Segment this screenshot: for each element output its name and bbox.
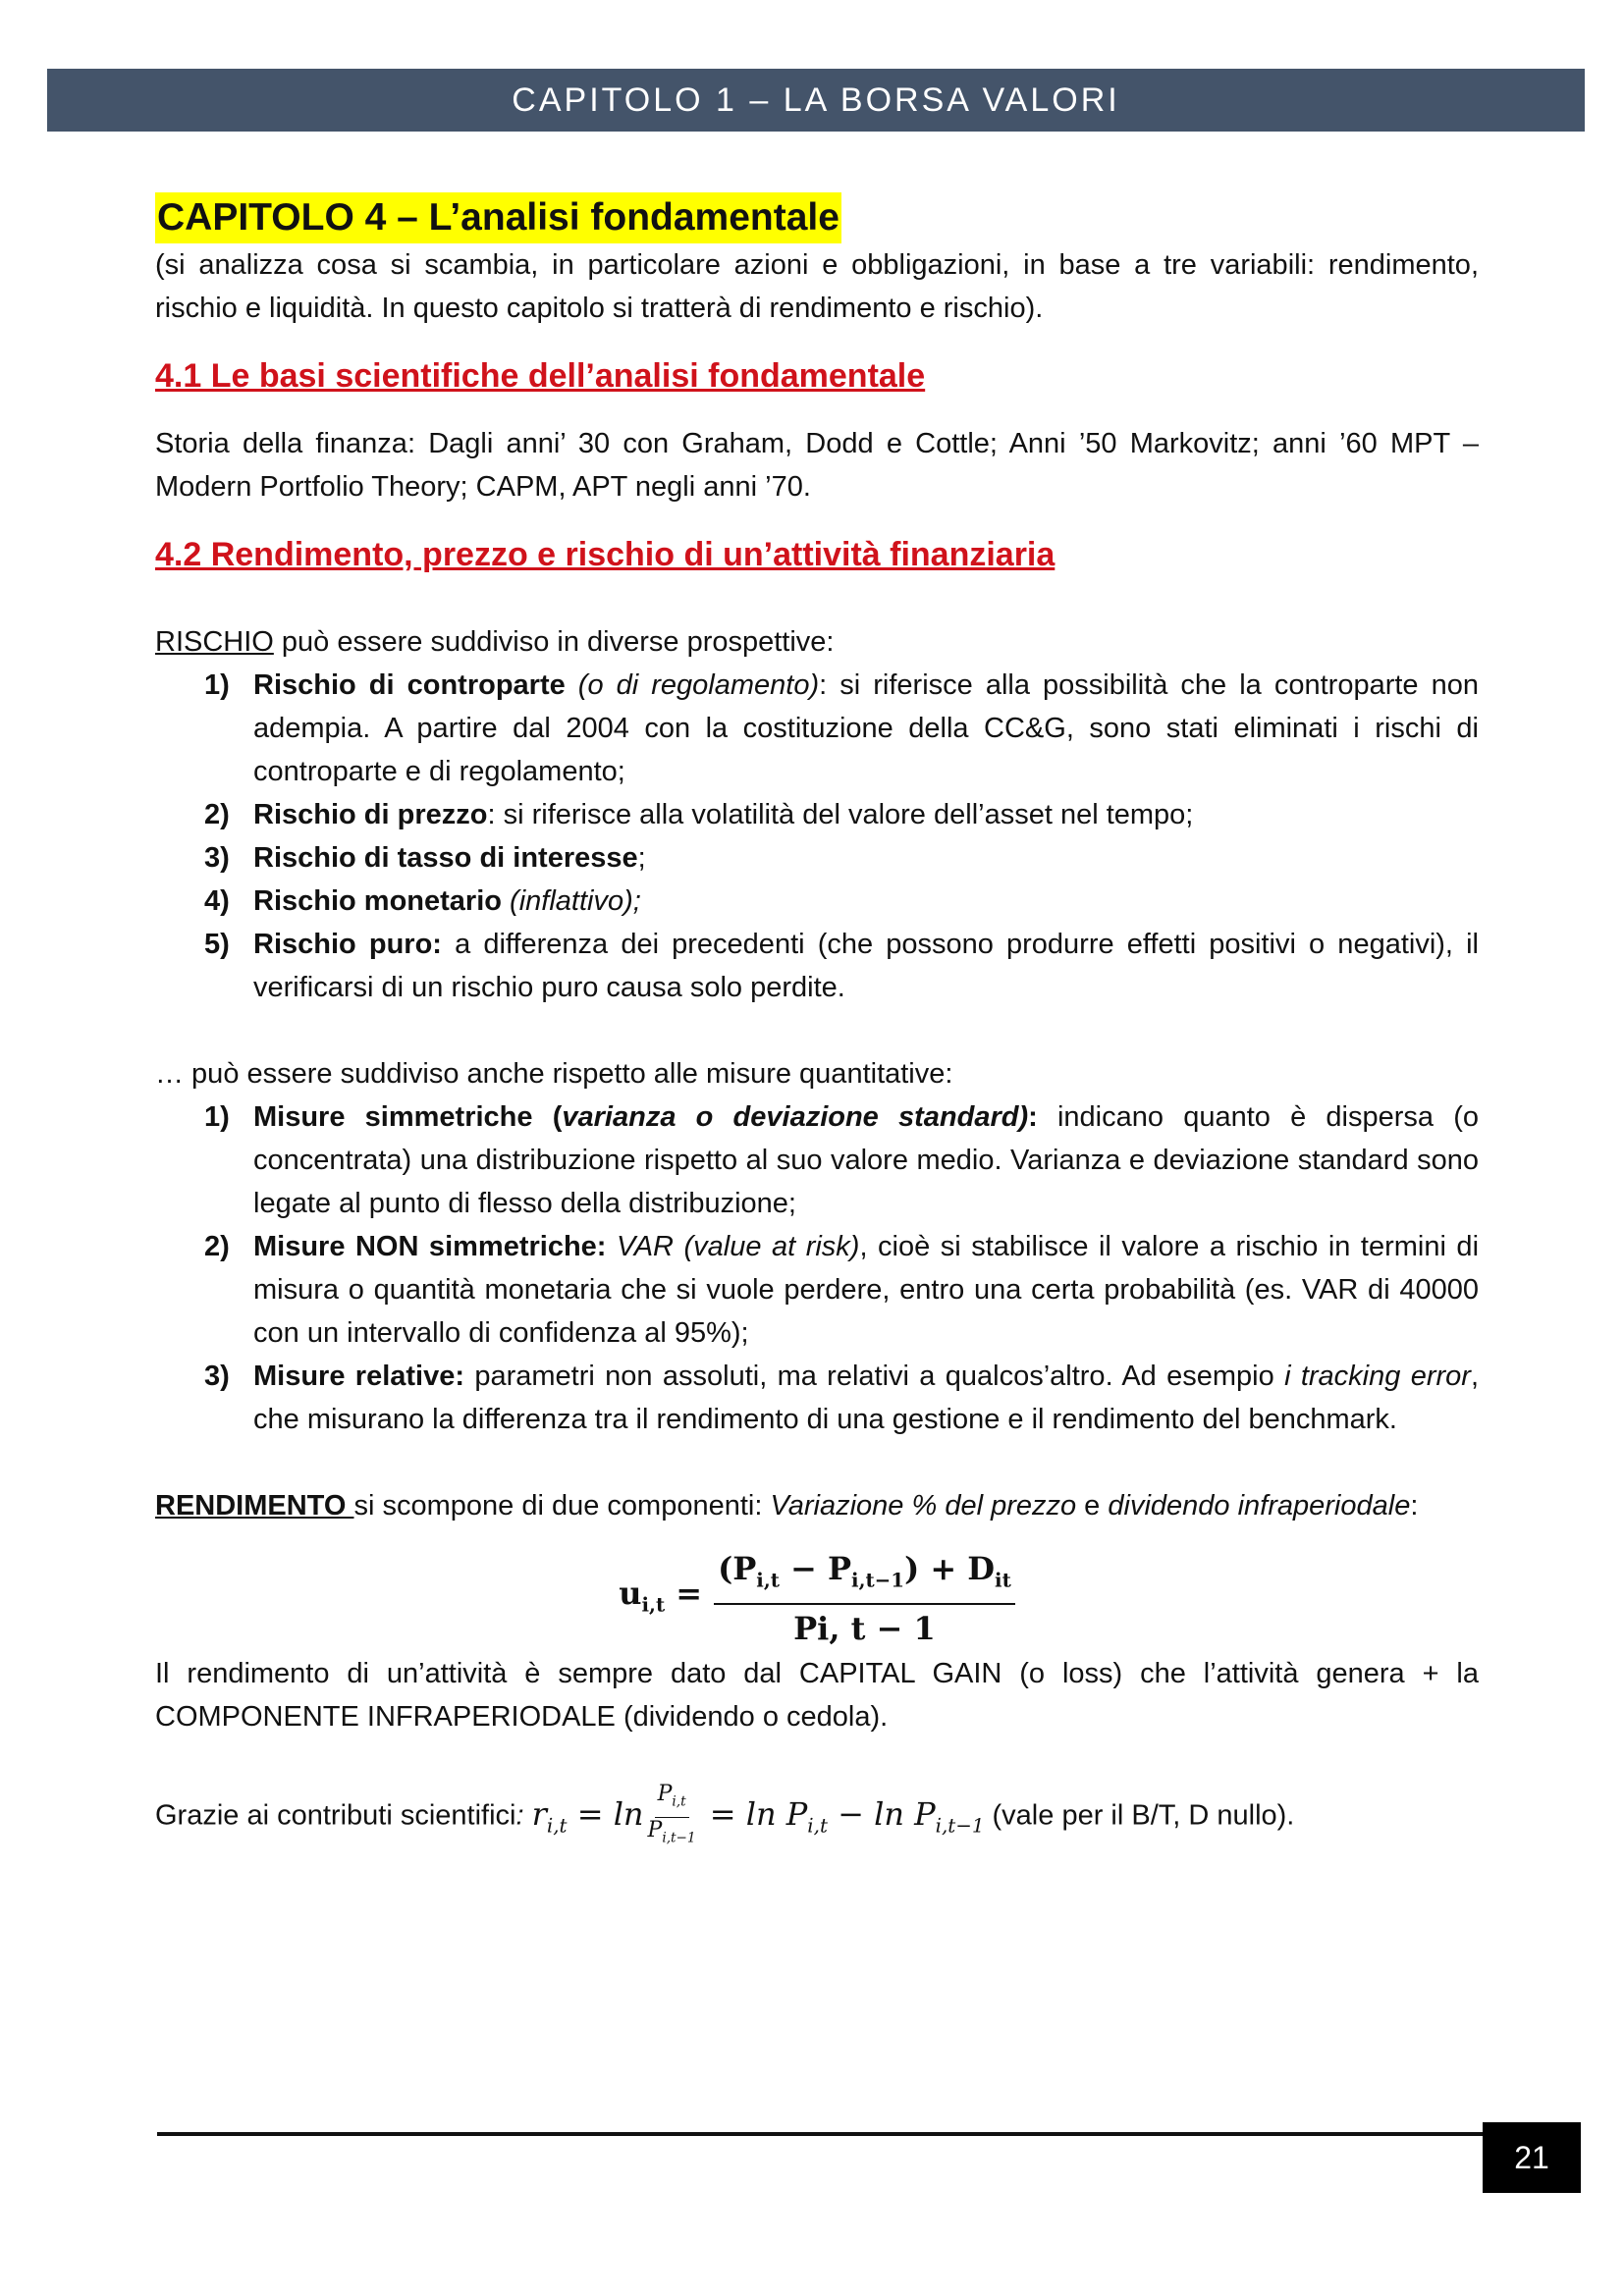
section-4-1-text: Storia della finanza: Dagli anni’ 30 con Graham, Dodd e Cottle; Anni ’50 Markovitz; anni ’60 MPT – Modern Portfolio Theory; CAPM, APT negli anni ’70. — [155, 428, 1479, 503]
measures-intro: … può essere suddiviso anche rispetto alle misure quantitative: — [155, 1058, 953, 1090]
return-formula: $u_{i,t}$ = $\frac{(P_{i,t} - P_{i,t-1}) + D_{it}}{Pi, t - 1}$ — [155, 1549, 1479, 1648]
rendimento-label: RENDIMENTO — [155, 1490, 354, 1522]
list-item: 4) Rischio monetario (inflattivo); — [204, 885, 641, 917]
list-item: 1) Rischio di controparte (o di regolamento): si riferisce alla possibilità che la controparte non adempia. A partire dal 2004 con la costituzione della CC&G, sono stati eliminati i rischi di controparte e di regolamento; — [204, 669, 1479, 787]
page-content — [155, 192, 1479, 1850]
list-item: 2) Rischio di prezzo: si riferisce alla volatilità del valore dell’asset nel tempo; — [204, 799, 1194, 830]
chapter-title: CAPITOLO 4 – L’analisi fondamentale — [155, 192, 841, 243]
chapter-intro: (si analizza cosa si scambia, in particolare azioni e obbligazioni, in base a tre variabili: rendimento, rischio e liquidità. In questo capitolo si tratterà di rendimento e rischio). — [155, 249, 1479, 324]
rendimento-explanation: Il rendimento di un’attività è sempre dato dal CAPITAL GAIN (o loss) che l’attività genera + la COMPONENTE INFRAPERIODALE (dividendo o cedola). — [155, 1658, 1479, 1734]
footer-rule — [157, 2132, 1483, 2136]
risk-list — [155, 664, 1479, 1009]
log-return-line: Grazie ai contributi scientifici: $r_{i,t} = \ln$ $\frac{P_{i,t}}{P_{i,t-1}}$ = $\ln P_{i,t} - \ln P_{i,t-1}$ (vale per il B/T, D nullo). — [155, 1782, 1295, 1846]
running-header-title: CAPITOLO 1 – LA BORSA VALORI — [512, 80, 1120, 119]
list-item: 5) Rischio puro: a differenza dei precedenti (che possono produrre effetti positivi o negativi), il verificarsi di un rischio puro causa solo perdite. — [204, 929, 1479, 1003]
rischio-intro: RISCHIO può essere suddiviso in diverse prospettive: — [155, 626, 835, 658]
measures-list — [155, 1095, 1479, 1441]
page-number: 21 — [1483, 2122, 1581, 2193]
running-header — [47, 69, 1585, 132]
section-title-4-1: 4.1 Le basi scientifiche dell’analisi fondamentale — [155, 357, 926, 395]
list-item: 1) Misure simmetriche (varianza o deviazione standard): indicano quanto è dispersa (o concentrata) una distribuzione rispetto al suo valore medio. Varianza e deviazione standard sono legate al punto di flesso della distribuzione; — [204, 1101, 1479, 1219]
list-item: 3) Misure relative: parametri non assoluti, ma relativi a qualcos’altro. Ad esempio i tracking error, che misurano la differenza tra il rendimento di una gestione e il rendimento del benchmark. — [204, 1361, 1479, 1435]
list-item: 3) Rischio di tasso di interesse; — [204, 842, 646, 874]
section-title-4-2: 4.2 Rendimento, prezzo e rischio di un’attività finanziaria — [155, 536, 1056, 573]
log-return-formula: $r_{i,t} = \ln$ $\frac{P_{i,t}}{P_{i,t-1}}$ = $\ln P_{i,t} - \ln P_{i,t-1}$ — [531, 1782, 985, 1846]
rendimento-intro: RENDIMENTO si scompone di due componenti: Variazione % del prezzo e dividendo infraperiodale: — [155, 1490, 1419, 1522]
rischio-label: RISCHIO — [155, 626, 274, 658]
list-item: 2) Misure NON simmetriche: VAR (value at risk), cioè si stabilisce il valore a rischio in termini di misura o quantità monetaria che si vuole perdere, entro una certa probabilità (es. VAR di 40000 con un intervallo di confidenza al 95%); — [204, 1231, 1480, 1349]
